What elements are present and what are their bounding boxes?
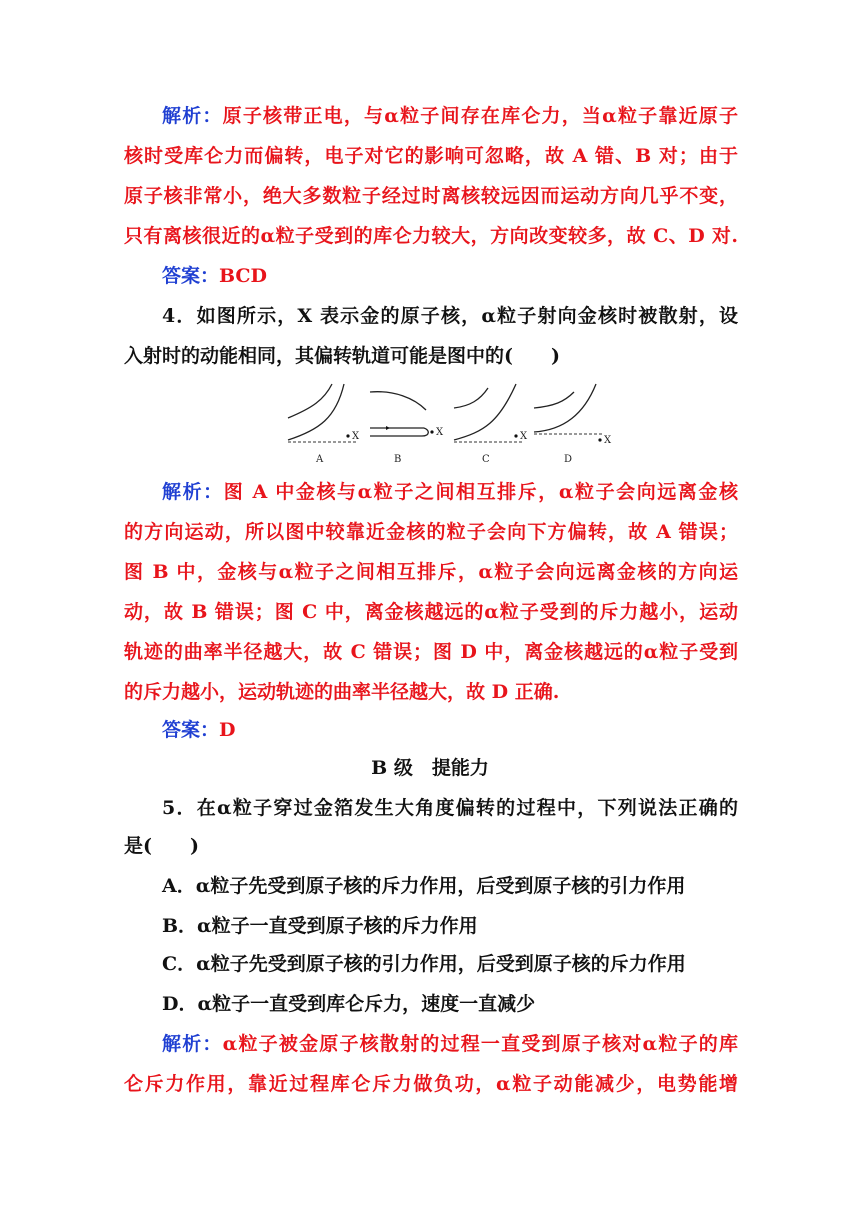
panel-a-nucleus	[346, 434, 349, 437]
panel-b-label: B	[394, 454, 402, 465]
q4-explain-line-5: 轨迹的曲率半径越大，故 C 错误；图 D 中，离金核越远的α粒子受到	[124, 641, 738, 663]
q5-option-d: D．α粒子一直受到库仑斥力，速度一直减少	[162, 993, 536, 1015]
q3-answer: 答案：BCD	[162, 265, 268, 287]
q3-explain-line-1: 解析：原子核带正电，与α粒子间存在库仑力，当α粒子靠近原子	[162, 105, 738, 127]
scattering-diagram	[284, 378, 620, 468]
panel-a-upper-track	[288, 384, 344, 440]
q4-answer: 答案：D	[162, 719, 236, 741]
q4-explain-line-1: 解析：图 A 中金核与α粒子之间相互排斥，α粒子会向远离金核	[162, 481, 738, 503]
panel-d-lower-track	[534, 384, 596, 432]
panel-b-x-mark: X	[436, 427, 444, 438]
panel-a-lower-track	[288, 384, 332, 418]
panel-c-upper-track	[454, 388, 488, 408]
q5-option-b: B．α粒子一直受到原子核的斥力作用	[162, 915, 478, 937]
q3-explain-line-2: 核时受库仑力而偏转，电子对它的影响可忽略，故 A 错、B 对；由于	[124, 145, 738, 167]
panel-b-arrow	[386, 426, 390, 430]
q4-explain-line-6: 的斥力越小，运动轨迹的曲率半径越大，故 D 正确.	[124, 681, 560, 703]
panel-d-nucleus	[598, 438, 601, 441]
panel-a-label: A	[316, 454, 324, 465]
level-b-heading: B 级 提能力	[371, 757, 489, 779]
q5-option-a: A．α粒子先受到原子核的斥力作用，后受到原子核的引力作用	[162, 875, 686, 897]
q4-explain-line-4: 动，故 B 错误；图 C 中，离金核越远的α粒子受到的斥力越小，运动	[124, 601, 738, 623]
q3-explain-line-3: 原子核非常小，绝大多数粒子经过时离核较远因而运动方向几乎不变，	[124, 185, 738, 207]
panel-b-track-return	[370, 428, 428, 436]
q5-option-c: C．α粒子先受到原子核的引力作用，后受到原子核的斥力作用	[162, 953, 686, 975]
q4-stem-line-2: 入射时的动能相同，其偏转轨道可能是图中的( )	[124, 345, 560, 367]
q3-explain-line-4: 只有离核很近的α粒子受到的库仑力较大，方向改变较多，故 C、D 对.	[124, 225, 738, 247]
panel-c-label: C	[482, 454, 490, 465]
panel-c-x-mark: X	[520, 431, 528, 442]
scattering-figure	[284, 378, 620, 468]
panel-b-upper-track	[370, 392, 426, 410]
q5-explain-line-2: 仑斥力作用，靠近过程库仑斥力做负功，α粒子动能减少，电势能增	[124, 1073, 738, 1095]
panel-d-label: D	[564, 454, 573, 465]
panel-c-nucleus	[514, 434, 517, 437]
q4-stem-line-1: 4．如图所示，X 表示金的原子核，α粒子射向金核时被散射，设	[162, 305, 738, 327]
panel-b-nucleus	[430, 430, 433, 433]
q5-stem-line-2: 是( )	[124, 835, 199, 857]
q5-stem-line-1: 5．在α粒子穿过金箔发生大角度偏转的过程中，下列说法正确的	[162, 797, 738, 819]
panel-d-x-mark: X	[604, 435, 612, 446]
q5-explain-line-1: 解析：α粒子被金原子核散射的过程一直受到原子核对α粒子的库	[162, 1033, 738, 1055]
panel-a-x-mark: X	[352, 431, 360, 442]
q4-explain-line-3: 图 B 中，金核与α粒子之间相互排斥，α粒子会向远离金核的方向运	[124, 561, 738, 583]
q4-explain-line-2: 的方向运动，所以图中较靠近金核的粒子会向下方偏转，故 A 错误；	[124, 521, 738, 543]
panel-d-upper-track	[534, 392, 574, 408]
explain-label: 解析：	[162, 105, 223, 127]
